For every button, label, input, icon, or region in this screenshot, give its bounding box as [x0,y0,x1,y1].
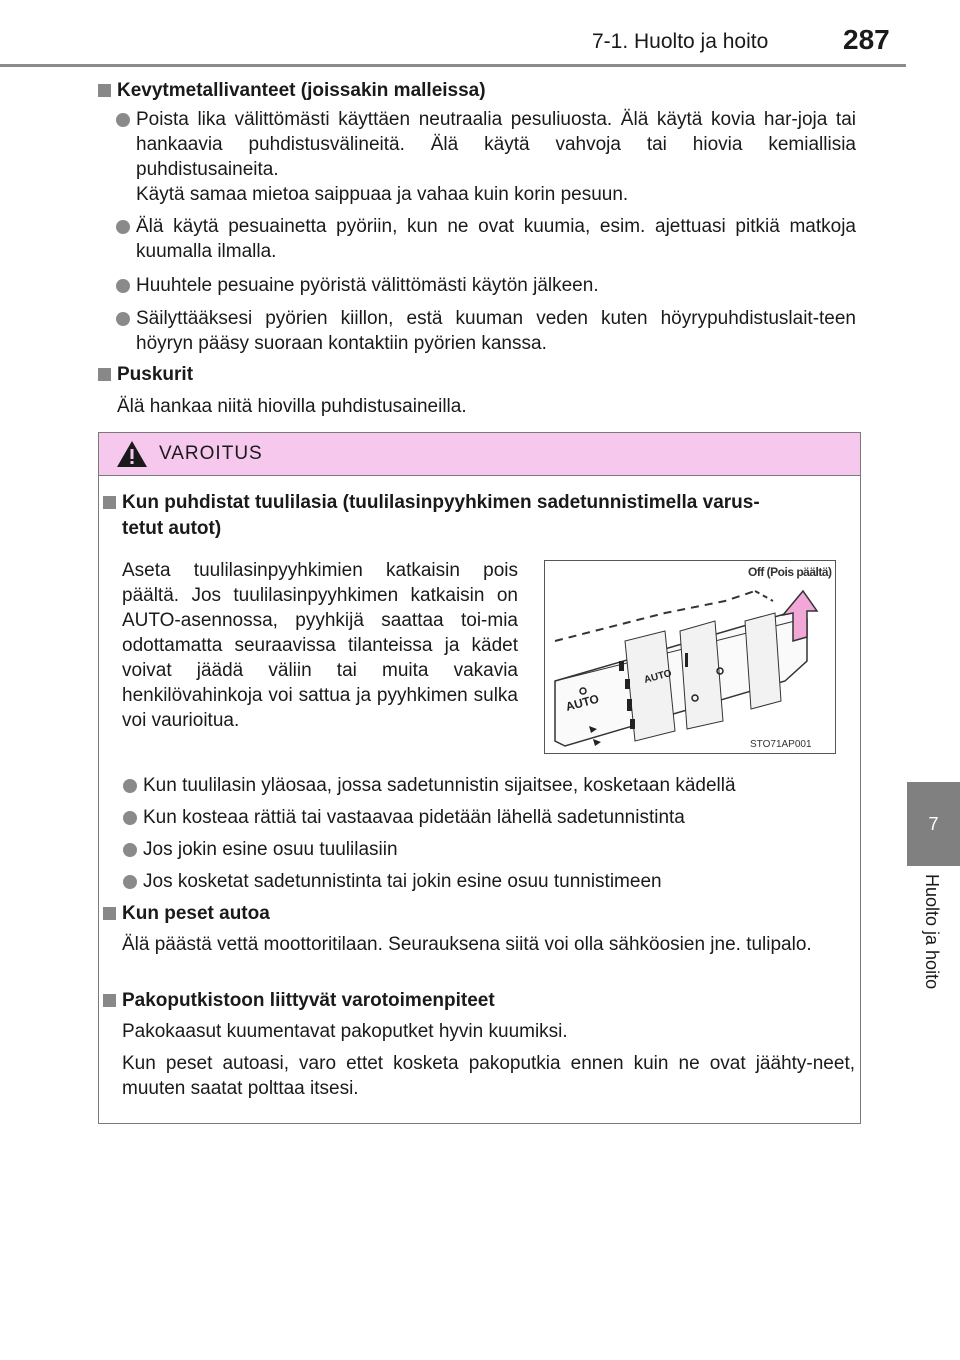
square-bullet-icon [103,907,116,920]
list-item [143,869,855,894]
list-item [143,805,855,830]
bullet-dot-icon [123,875,137,889]
wiper-switch-figure [544,560,836,754]
page-number: 287 [843,24,890,55]
alloy-heading [98,80,486,102]
list-item [143,837,855,862]
square-bullet-icon [103,496,116,509]
list-item [143,773,855,798]
windshield-text: Aseta tuulilasinpyyhkimien katkaisin pois päältä. Jos tuulilasinpyyhkimen katkaisin on AUTO-asennossa, pyyhkijä saattaa toi-mia odottamatta seuraavissa tilanteissa ja kädet voivat jäädä väliin tai muita vakavia henkilövahinkoja voi sattua ja pyyhkimen sulka voi vaurioitua. [122,560,518,731]
bullet-dot-icon [116,279,130,293]
bullet-dot-icon [116,113,130,127]
figure-label: Off (Pois päältä) [748,565,832,579]
section-title: 7-1. Huolto ja hoito [592,30,769,53]
wash-heading [103,903,270,925]
knob-text-auto-2: AUTO [642,667,673,686]
windshield-heading-line2: tetut autot) [122,518,222,539]
list-item [136,214,856,264]
side-tab-label [907,868,960,1018]
alloy-bullet-1: Poista lika välittömästi käyttäen neutraalia pesuliuosta. Älä käytä kovia har-joja tai hankaavia puhdistusvälineitä. Älä käytä vahvoja tai hiovia kemiallisia puhdistusaineita. [136,109,856,180]
bullet-dot-icon [123,811,137,825]
bumpers-heading-text: Puskurit [117,364,194,385]
list-item [136,306,856,356]
windshield-heading-line1 [103,492,760,514]
windshield-bullet-3: Jos jokin esine osuu tuulilasiin [143,839,398,860]
exhaust-heading [103,990,495,1012]
side-tab-number-text: 7 [928,813,939,834]
windshield-heading-text-1: Kun puhdistat tuulilasia (tuulilasinpyyhkimen sadetunnistimella varus- [122,492,760,513]
alloy-bullet-1-extra: Käytä samaa mietoa saippuaa ja vahaa kuin korin pesuun. [136,184,629,205]
windshield-bullet-2: Kun kosteaa rättiä tai vastaavaa pidetään lähellä sadetunnistinta [143,807,685,828]
alloy-heading-text: Kevytmetallivanteet (joissakin malleissa) [117,80,486,101]
bullet-dot-icon [123,843,137,857]
bumpers-text: Älä hankaa niitä hiovilla puhdistusaineilla. [117,396,467,417]
list-item [136,273,856,298]
bullet-dot-icon [123,779,137,793]
square-bullet-icon [98,368,111,381]
alloy-bullet-3: Huuhtele pesuaine pyöristä välittömästi käytön jälkeen. [136,275,599,296]
windshield-bullet-1: Kun tuulilasin yläosaa, jossa sadetunnistin sijaitsee, kosketaan kädellä [143,775,736,796]
square-bullet-icon [103,994,116,1007]
list-item [136,107,856,182]
knob-text-auto-1: AUTO [564,691,601,714]
alloy-bullet-4: Säilyttääksesi pyörien kiillon, estä kuuman veden kuten höyrypuhdistuslait-teen höyryn pääsy suoraan kontaktiin pyörien kanssa. [136,308,856,354]
bullet-dot-icon [116,312,130,326]
side-tab-label-text: Huolto ja hoito [922,874,942,990]
alloy-bullet-2: Älä käytä pesuainetta pyöriin, kun ne ovat kuumia, esim. ajettuasi pitkiä matkoja kuumalla ilmalla. [136,216,856,262]
warning-title: VAROITUS [159,443,263,464]
bullet-dot-icon [116,220,130,234]
exhaust-text-1: Pakokaasut kuumentavat pakoputket hyvin kuumiksi. [122,1021,568,1042]
header-rule [0,64,906,67]
warning-header [99,433,860,476]
wash-text: Älä päästä vettä moottoritilaan. Seurauksena siitä voi olla sähköosien jne. tulipalo. [122,934,812,955]
warning-triangle-icon [115,439,149,469]
square-bullet-icon [98,84,111,97]
wash-heading-text: Kun peset autoa [122,903,270,924]
bumpers-heading [98,364,193,386]
windshield-bullet-4: Jos kosketat sadetunnistinta tai jokin esine osuu tunnistimeen [143,871,662,892]
exhaust-text-2: Kun peset autoasi, varo ettet kosketa pakoputkia ennen kuin ne ovat jäähty-neet, muuten saatat polttaa itsesi. [122,1053,855,1099]
exhaust-heading-text: Pakoputkistoon liittyvät varotoimenpiteet [122,990,495,1011]
side-tab-number [907,782,960,866]
wiper-switch-illustration [545,561,835,753]
figure-code: STO71AP001 [750,739,812,750]
